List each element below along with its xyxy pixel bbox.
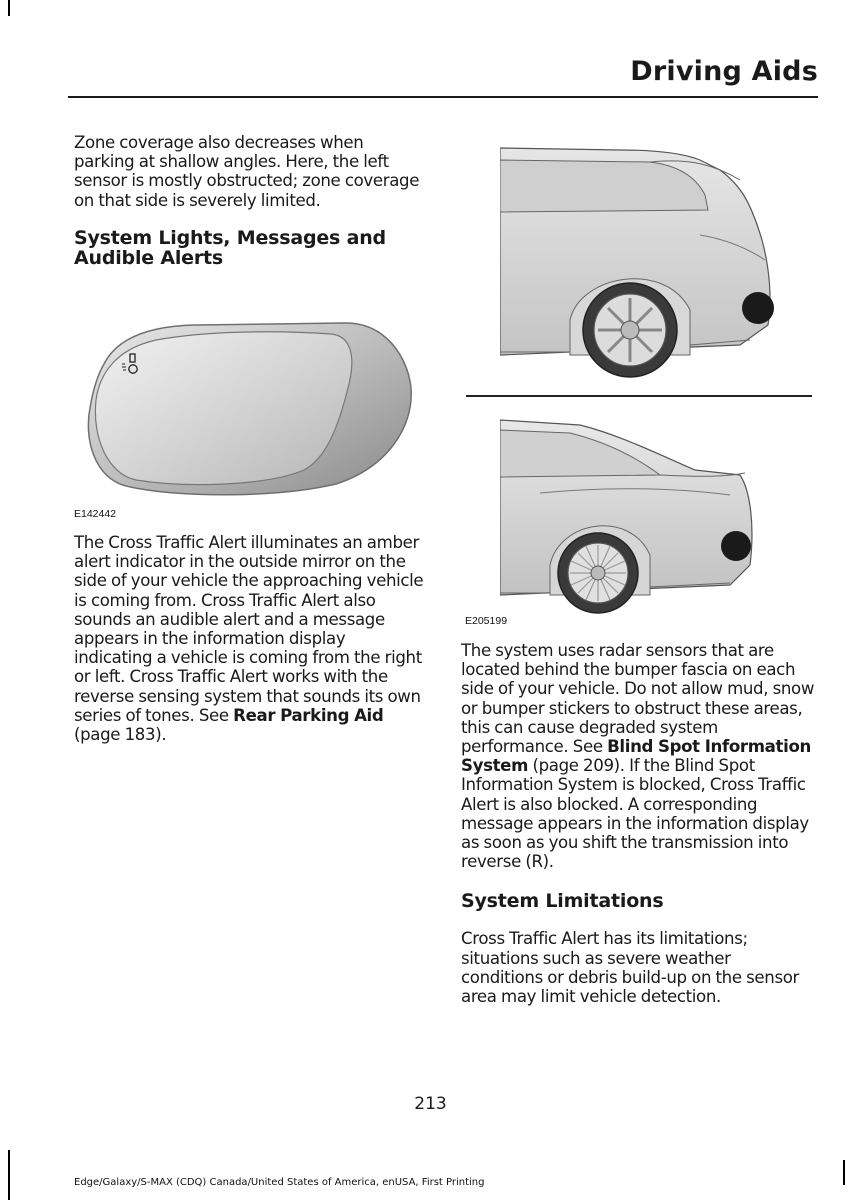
side-mirror-illustration: [86, 318, 416, 503]
rear-parking-aid-link[interactable]: Rear Parking Aid: [233, 705, 384, 725]
section-heading-system-lights: [74, 228, 426, 268]
section-heading-line2: Audible Alerts: [74, 246, 224, 269]
radar-sensor-marker-icon: [721, 531, 751, 561]
radar-sensor-marker-icon: [742, 292, 774, 324]
radar-paragraph-tail: (page 209). If the Blind Spot Information System is blocked, Cross Traffic Alert is also blocked. A corresponding message appears in the information display as soon as you shift the transmission into reverse (R).: [461, 756, 809, 872]
suv-rear-illustration: [500, 140, 790, 385]
print-info: Edge/Galaxy/S-MAX (CDQ) Canada/United States of America, enUSA, First Printing: [74, 1177, 485, 1188]
right-column: [461, 641, 816, 1006]
intro-paragraph: Zone coverage also decreases when parking at shallow angles. Here, the left sensor is mostly obstructed; zone coverage on that side is severely limited.: [74, 133, 420, 210]
crop-mark-bottom-left: [8, 1150, 10, 1200]
page-number: 213: [414, 1094, 447, 1114]
sedan-rear-illustration: [500, 415, 790, 615]
alert-paragraph: [74, 533, 426, 744]
mirror-figure-id: E142442: [74, 508, 117, 520]
alert-paragraph-block: [74, 533, 426, 744]
left-column: [74, 133, 426, 268]
page-title: Driving Aids: [630, 56, 818, 87]
crop-mark-bottom-right: [843, 1160, 845, 1185]
section-heading-line1: System Lights, Messages and: [74, 226, 386, 249]
figure-divider: [466, 395, 812, 397]
alert-paragraph-text: The Cross Traffic Alert illuminates an amber alert indicator in the outside mirror on the side of your vehicle the approaching vehicle is coming from. Cross Traffic Alert also sounds an audible alert and a message appears in the information display indicating a vehicle is coming from the right or left. Cross Traffic Alert works with the reverse sensing system that sounds its own series of tones. See: [74, 533, 424, 725]
alert-page-ref: (page 183).: [74, 725, 167, 745]
blind-spot-information-system-link[interactable]: Blind Spot Information System: [461, 737, 811, 776]
radar-paragraph: [461, 641, 816, 871]
crop-mark-top-left: [8, 0, 10, 16]
limitations-paragraph: Cross Traffic Alert has its limitations; situations such as severe weather conditions or debris build-up on the sensor area may limit vehicle detection.: [461, 929, 800, 1007]
radar-paragraph-text: The system uses radar sensors that are located behind the bumper fascia on each side of your vehicle. Do not allow mud, snow or bumper stickers to obstruct these areas, this can cause degraded system performance. See: [461, 641, 815, 757]
header-divider: [68, 96, 818, 98]
section-heading-system-limitations: System Limitations: [461, 890, 664, 913]
vehicles-figure-id: E205199: [465, 615, 508, 627]
